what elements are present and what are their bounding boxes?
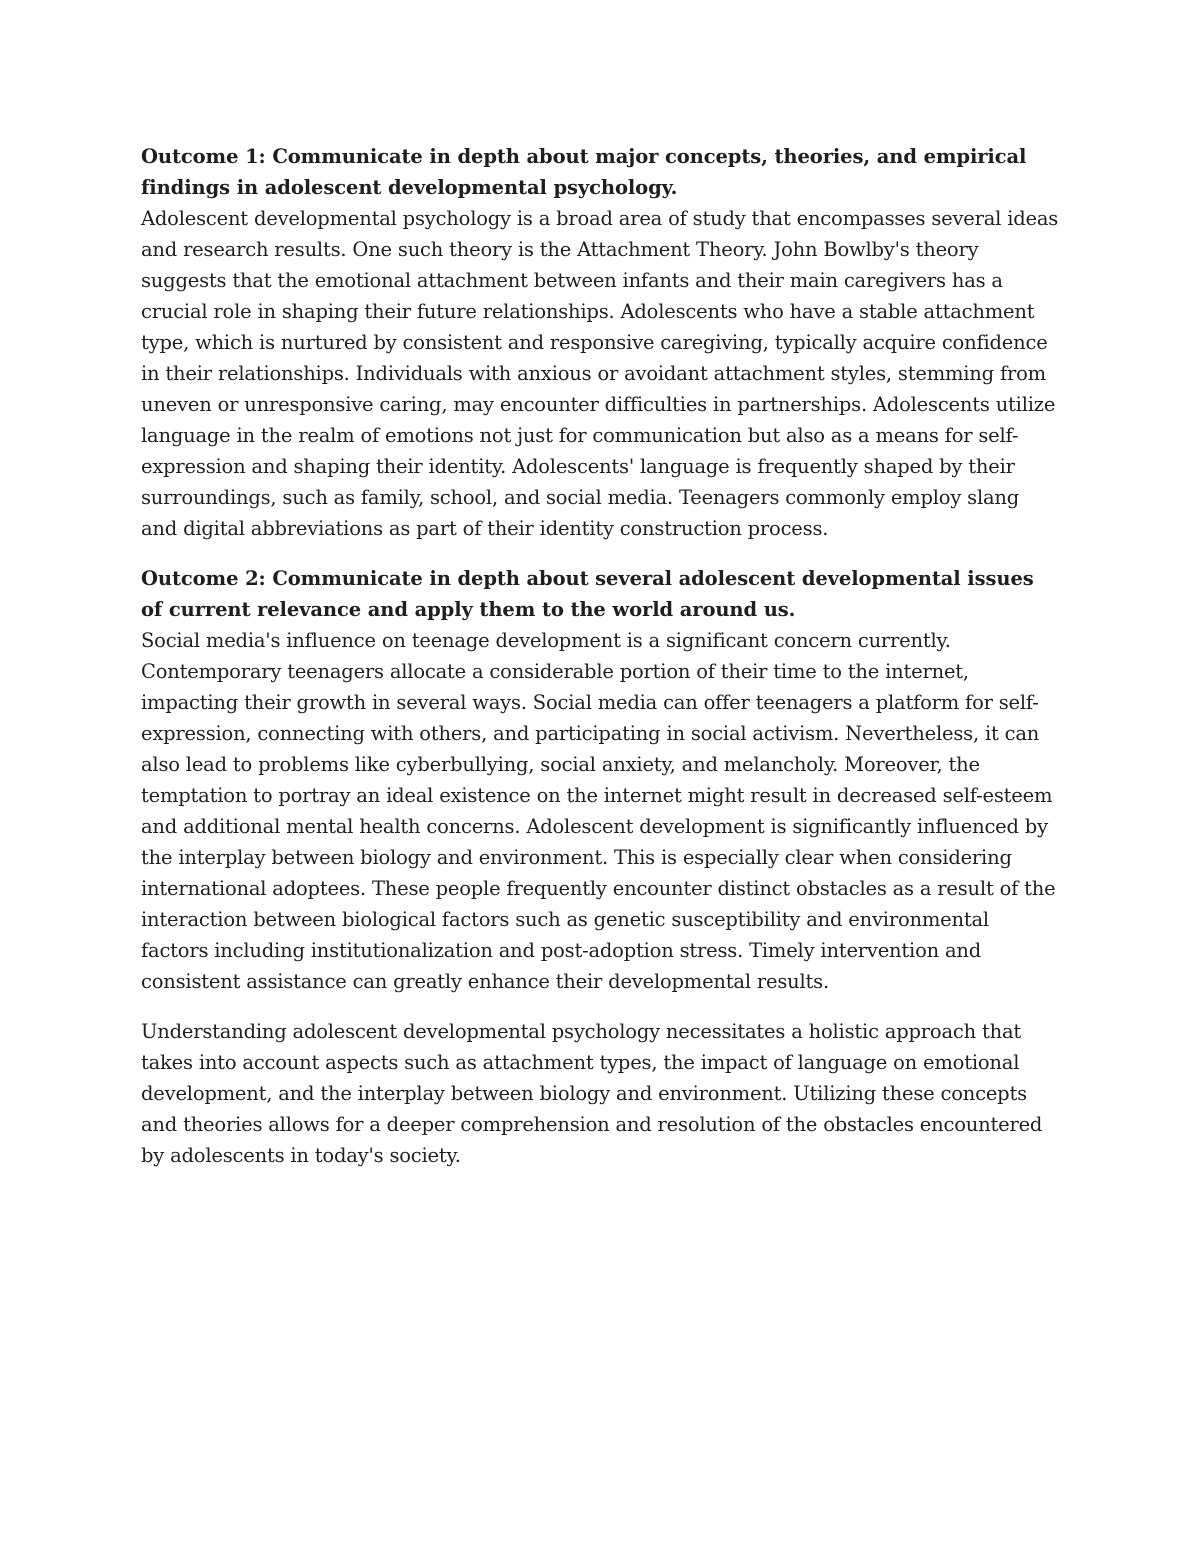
outcome-1-section xyxy=(141,141,1061,544)
outcome-2-heading: Outcome 2: Communicate in depth about several adolescent developmental issues of current relevance and apply them to the world around us. xyxy=(141,567,1034,621)
document-body xyxy=(141,141,1061,1171)
outcome-1-heading: Outcome 1: Communicate in depth about major concepts, theories, and empirical findings in adolescent developmental psychology. xyxy=(141,145,1027,199)
conclusion-paragraph: Understanding adolescent developmental psychology necessitates a holistic approach that takes into account aspects such as attachment types, the impact of language on emotional development, and the interplay between biology and environment. Utilizing these concepts and theories allows for a deeper comprehension and resolution of the obstacles encountered by adolescents in today's society. xyxy=(141,1020,1043,1167)
outcome-2-paragraph: Social media's influence on teenage development is a significant concern currently. Contemporary teenagers allocate a considerable portion of their time to the internet, impacting their growth in several ways. Social media can offer teenagers a platform for self-expression, connecting with others, and participating in social activism. Nevertheless, it can also lead to problems like cyberbullying, social anxiety, and melancholy. Moreover, the temptation to portray an ideal existence on the internet might result in decreased self-esteem and additional mental health concerns. Adolescent development is significantly influenced by the interplay between biology and environment. This is especially clear when considering international adoptees. These people frequently encounter distinct obstacles as a result of the interaction between biological factors such as genetic susceptibility and environmental factors including institutionalization and post-adoption stress. Timely intervention and consistent assistance can greatly enhance their developmental results. xyxy=(141,629,1056,993)
outcome-2-section xyxy=(141,563,1061,997)
outcome-1-paragraph: Adolescent developmental psychology is a broad area of study that encompasses several ideas and research results. One such theory is the Attachment Theory. John Bowlby's theory suggests that the emotional attachment between infants and their main caregivers has a crucial role in shaping their future relationships. Adolescents who have a stable attachment type, which is nurtured by consistent and responsive caregiving, typically acquire confidence in their relationships. Individuals with anxious or avoidant attachment styles, stemming from uneven or unresponsive caring, may encounter difficulties in partnerships. Adolescents utilize language in the realm of emotions not just for communication but also as a means for self-expression and shaping their identity. Adolescents' language is frequently shaped by their surroundings, such as family, school, and social media. Teenagers commonly employ slang and digital abbreviations as part of their identity construction process. xyxy=(141,207,1059,540)
